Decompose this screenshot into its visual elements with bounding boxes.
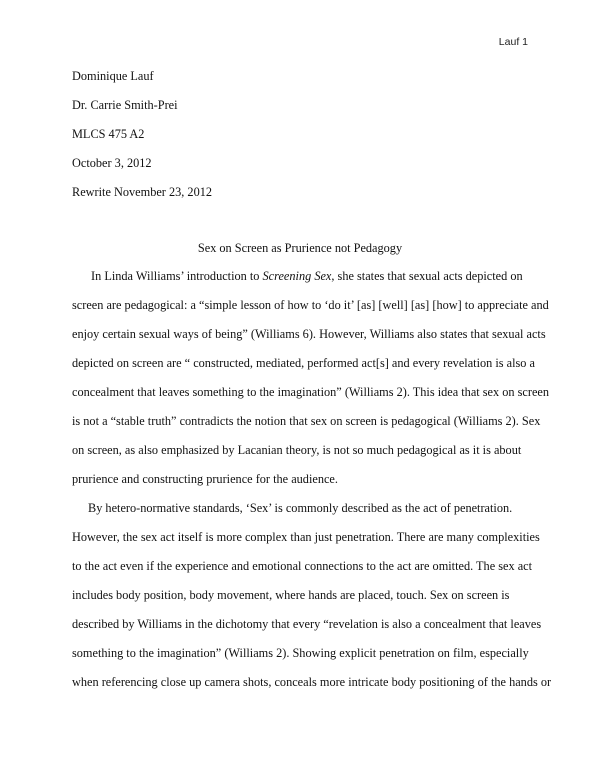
paragraph-1-line: enjoy certain sexual ways of being” (Williams 6). However, Williams also states that sexual acts (72, 327, 546, 341)
course-code: MLCS 475 A2 (72, 127, 145, 141)
paragraph-2-line: includes body position, body movement, where hands are placed, touch. Sex on screen is (72, 588, 510, 602)
paragraph-1-line: concealment that leaves something to the imagination” (Williams 2). This idea that sex on screen (72, 385, 550, 399)
paragraph-2-line: described by Williams in the dichotomy that every “revelation is also a concealment that leaves (72, 617, 542, 631)
paragraph-1-line: is not a “stable truth” contradicts the notion that sex on screen is pedagogical (Williams 2). Sex (72, 414, 541, 428)
date: October 3, 2012 (72, 156, 152, 170)
paragraph-2-line: By hetero-normative standards, ‘Sex’ is commonly described as the act of penetration. (88, 501, 513, 515)
essay-title: Sex on Screen as Prurience not Pedagogy (197, 241, 403, 255)
paragraph-2-line: to the act even if the experience and emotional connections to the act are omitted. The sex act (72, 559, 533, 573)
text-span: In Linda Williams’ introduction to (91, 269, 263, 283)
running-header: Lauf 1 (498, 36, 528, 48)
paragraph-2-line: something to the imagination” (Williams 2). Showing explicit penetration on film, especially (72, 646, 529, 660)
text-span: , she states that sexual acts depicted on (331, 269, 523, 283)
instructor-name: Dr. Carrie Smith-Prei (72, 98, 178, 112)
rewrite-date: Rewrite November 23, 2012 (72, 185, 213, 199)
paragraph-1-line (91, 269, 523, 283)
paragraph-2-line: However, the sex act itself is more complex than just penetration. There are many complexities (72, 530, 540, 544)
author-name: Dominique Lauf (72, 69, 154, 83)
paragraph-1-line: prurience and constructing prurience for the audience. (72, 472, 338, 486)
paragraph-1-line: on screen, as also emphasized by Lacanian theory, is not so much pedagogical as it is about (72, 443, 522, 457)
paragraph-1-line: screen are pedagogical: a “simple lesson of how to ‘do it’ [as] [well] [as] [how] to appreciate and (72, 298, 549, 312)
paragraph-2-line: when referencing close up camera shots, conceals more intricate body positioning of the hands or (72, 675, 552, 689)
paragraph-1-line: depicted on screen are “ constructed, mediated, performed act[s] and every revelation is also a (72, 356, 535, 370)
book-title: Screening Sex (262, 269, 332, 283)
